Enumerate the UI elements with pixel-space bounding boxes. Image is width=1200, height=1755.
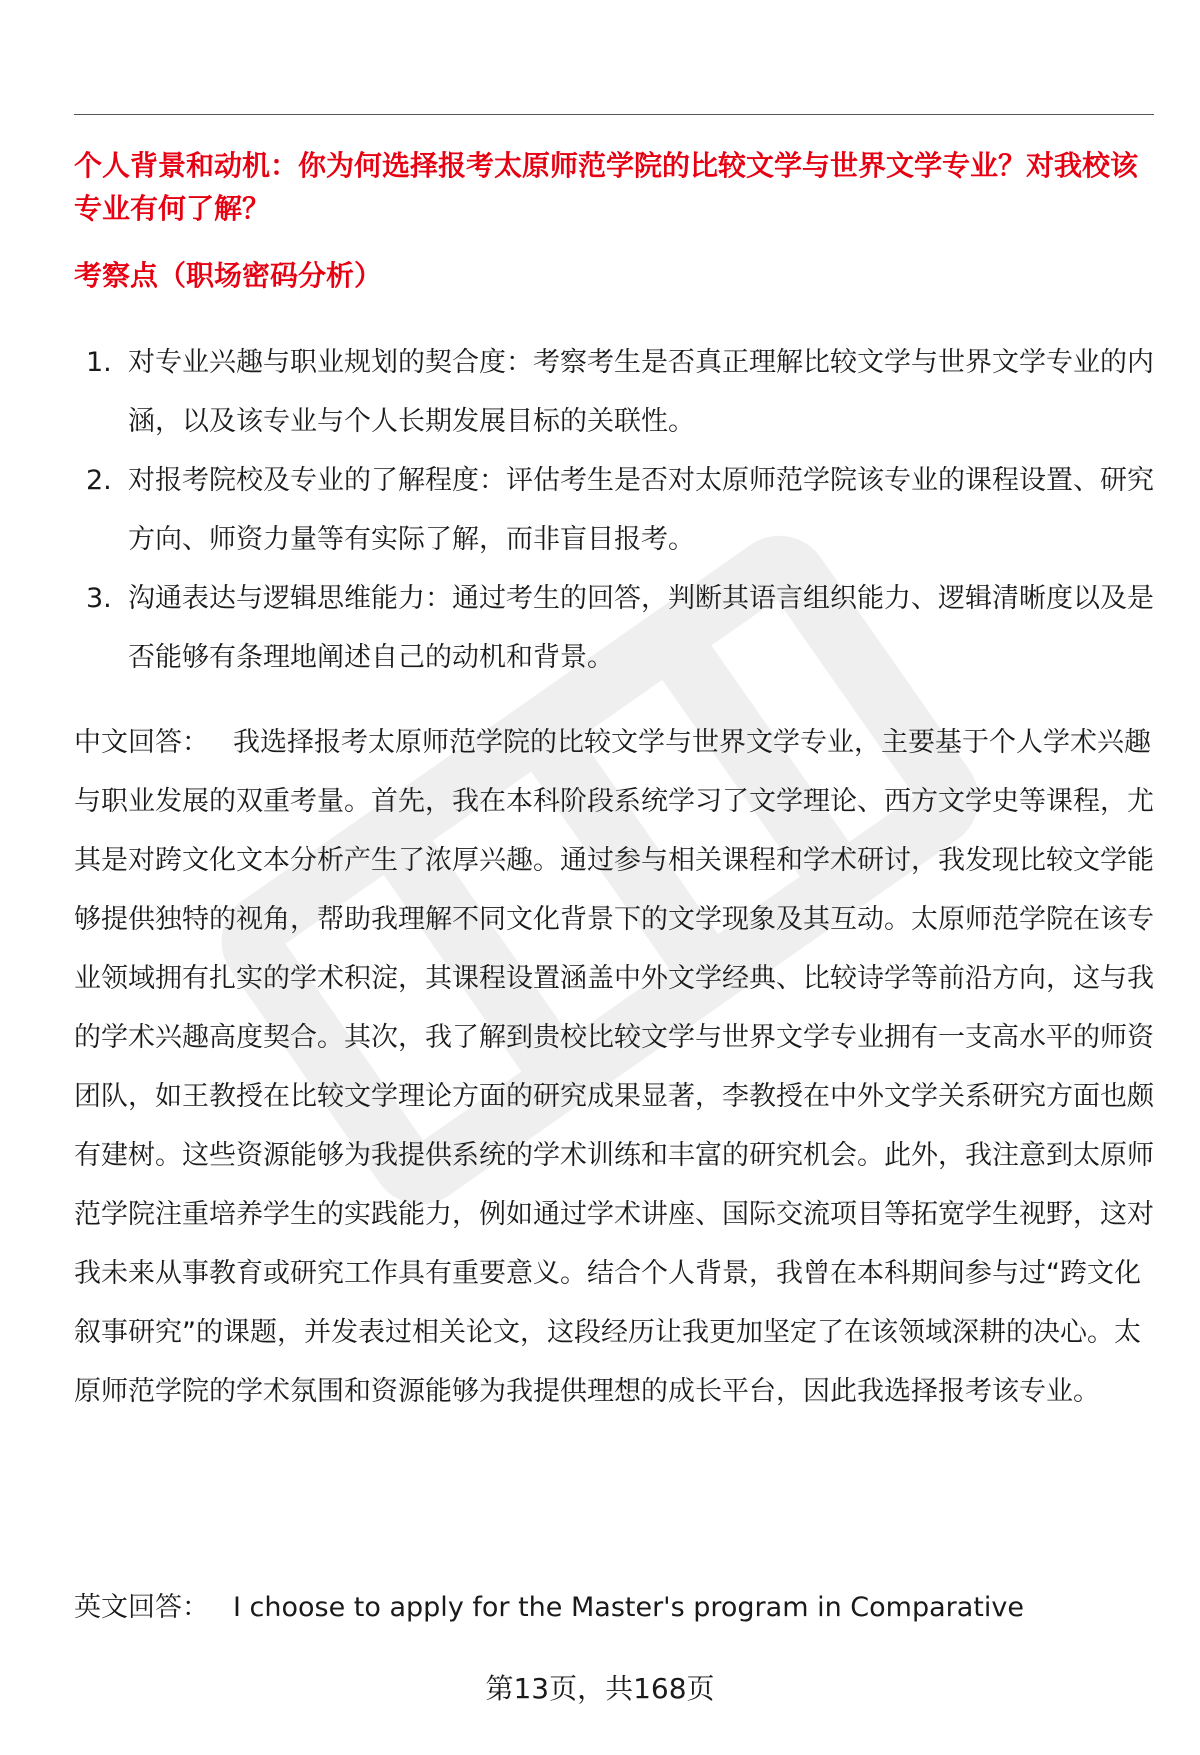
section-heading: 考察点（职场密码分析） — [74, 259, 383, 292]
list-item-text: 沟通表达与逻辑思维能力：通过考生的回答，判断其语言组织能力、逻辑清晰度以及是否能够有条理地阐述自己的动机和背景。 — [128, 583, 1154, 673]
english-answer-label: 英文回答： — [74, 1592, 209, 1623]
list-item-number: 3. — [86, 583, 112, 614]
chinese-answer-text: 我选择报考太原师范学院的比较文学与世界文学专业，主要基于个人学术兴趣与职业发展的双重考量。首先，我在本科阶段系统学习了文学理论、西方文学史等课程，尤其是对跨文化文本分析产生了浓厚兴趣。通过参与相关课程和学术研讨，我发现比较文学能够提供独特的视角，帮助我理解不同文化背景下的文学现象及其互动。太原师范学院在该专业领域拥有扎实的学术积淀，其课程设置涵盖中外文学经典、比较诗学等前沿方向，这与我的学术兴趣高度契合。其次，我了解到贵校比较文学与世界文学专业拥有一支高水平的师资团队，如王教授在比较文学理论方面的研究成果显著，李教授在中外文学关系研究方面也颇有建树。这些资源能够为我提供系统的学术训练和丰富的研究机会。此外，我注意到太原师范学院注重培养学生的实践能力，例如通过学术讲座、国际交流项目等拓宽学生视野，这对我未来从事教育或研究工作具有重要意义。结合个人背景，我曾在本科期间参与过“跨文化叙事研究”的课题，并发表过相关论文，这段经历让我更加坚定了在该领域深耕的决心。太原师范学院的学术氛围和资源能够为我提供理想的成长平台，因此我选择报考该专业。 — [74, 727, 1154, 1407]
list-item-number: 1. — [86, 347, 112, 378]
page-number-footer: 第13页，共168页 — [485, 1672, 715, 1705]
english-answer-text: I choose to apply for the Master's program in Comparative — [233, 1592, 1024, 1623]
header-divider — [74, 114, 1154, 115]
list-item — [74, 333, 1154, 451]
list-item — [74, 451, 1154, 569]
chinese-answer-label: 中文回答： — [74, 727, 209, 758]
question-title: 个人背景和动机：你为何选择报考太原师范学院的比较文学与世界文学专业？对我校该专业有何了解？ — [74, 149, 1139, 225]
analysis-points-list — [74, 333, 1154, 687]
chinese-answer — [74, 713, 1160, 1421]
english-answer — [74, 1578, 1160, 1637]
list-item — [74, 569, 1154, 687]
list-item-text: 对报考院校及专业的了解程度：评估考生是否对太原师范学院该专业的课程设置、研究方向、师资力量等有实际了解，而非盲目报考。 — [128, 465, 1154, 555]
list-item-text: 对专业兴趣与职业规划的契合度：考察考生是否真正理解比较文学与世界文学专业的内涵，以及该专业与个人长期发展目标的关联性。 — [128, 347, 1154, 437]
list-item-number: 2. — [86, 465, 112, 496]
